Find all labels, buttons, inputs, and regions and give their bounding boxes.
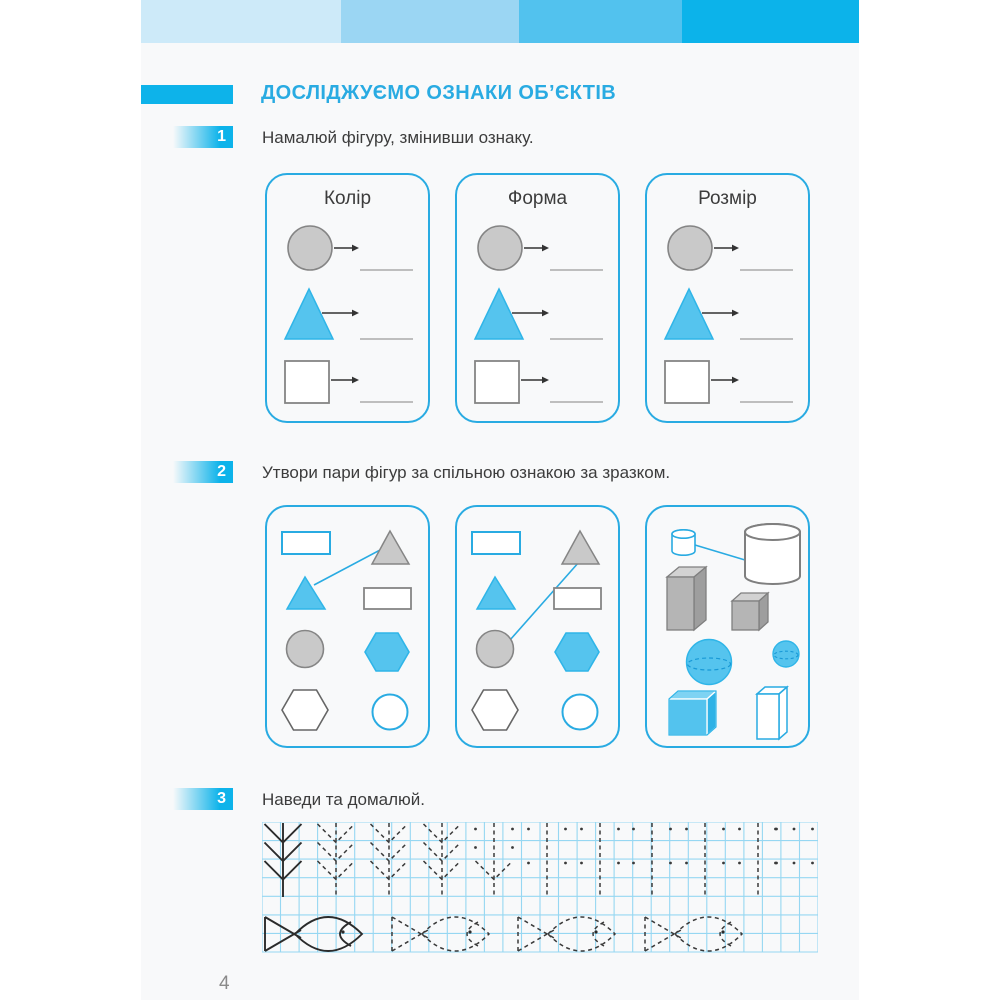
guide-dot <box>617 828 620 831</box>
fish-outline <box>518 917 615 951</box>
gray-circle-shape <box>477 631 514 668</box>
section-title-bar <box>141 85 233 104</box>
guide-dot <box>511 846 514 849</box>
page-number: 4 <box>219 973 230 994</box>
attribute-card-color <box>265 173 430 423</box>
fish-pattern-solid <box>265 917 362 951</box>
task-2-text: Утвори пари фігур за спільною ознакою за зразком. <box>262 463 671 482</box>
card-label: Форма <box>507 188 568 209</box>
branch-chevron <box>371 843 408 862</box>
guide-dot <box>474 846 477 849</box>
small-blue-cylinder-top <box>672 530 695 538</box>
branch-pattern-partial <box>474 823 514 897</box>
white-rectangle-shape <box>554 588 601 609</box>
guide-dot <box>527 862 530 865</box>
card-label: Колір <box>323 188 372 209</box>
header-block-2 <box>341 0 519 43</box>
arrow-head-icon <box>542 310 549 317</box>
attribute-card-graphic <box>457 175 617 420</box>
small-gray-cube-shape <box>732 601 759 630</box>
blue-triangle-shape <box>665 289 713 339</box>
blue-outline-rectangle-shape <box>472 532 520 554</box>
guide-dot <box>774 828 777 831</box>
header-block-1 <box>141 0 341 43</box>
gray-circle-shape <box>288 226 332 270</box>
blue-cube-shape <box>669 699 707 735</box>
gray-circle-shape <box>287 631 324 668</box>
blue-triangle-shape <box>285 289 333 339</box>
branch-pattern-solid <box>265 823 302 897</box>
white-square-shape <box>475 361 519 403</box>
task-3-text: Наведи та домалюй. <box>262 790 425 809</box>
blue-hexagon-shape <box>365 633 409 671</box>
gray-triangle-shape <box>372 531 409 564</box>
arrow-head-icon <box>732 377 739 384</box>
guide-dot <box>738 862 741 865</box>
gray-circle-shape <box>668 226 712 270</box>
large-white-cylinder-top <box>745 524 800 540</box>
blue-hexagon-shape <box>555 633 599 671</box>
blue-triangle-shape <box>477 577 515 609</box>
branch-pattern-stem <box>527 823 567 897</box>
guide-dot <box>564 828 567 831</box>
gray-triangle-shape <box>562 531 599 564</box>
pair-card-shape-example <box>265 505 430 748</box>
fish-pattern-dashed <box>518 917 615 951</box>
guide-dot <box>811 862 814 865</box>
blue-triangle-shape <box>475 289 523 339</box>
guide-dot <box>811 828 814 831</box>
guide-dot <box>774 862 777 865</box>
white-hexagon-shape <box>282 690 328 730</box>
branch-pattern-stem <box>632 823 672 897</box>
white-square-shape <box>285 361 329 403</box>
header-block-3 <box>519 0 682 43</box>
blue-outline-circle-shape <box>563 695 598 730</box>
fish-outline <box>265 917 362 951</box>
guide-dot <box>685 828 688 831</box>
fish-eye <box>594 930 597 933</box>
header-color-strip <box>141 0 859 43</box>
arrow-head-icon <box>542 245 549 252</box>
task-1-badge: 1 <box>173 126 233 148</box>
attribute-card-shape <box>455 173 620 423</box>
guide-dot <box>722 862 725 865</box>
page-title: ДОСЛІДЖУЄМО ОЗНАКИ ОБ’ЄКТІВ <box>261 82 617 104</box>
white-prism-side <box>779 687 787 739</box>
attribute-card-size <box>645 173 810 423</box>
guide-dot <box>527 828 530 831</box>
branch-pattern-stem <box>685 823 725 897</box>
guide-dot <box>617 862 620 865</box>
guide-dot <box>580 828 583 831</box>
gray-circle-shape <box>478 226 522 270</box>
arrow-head-icon <box>732 245 739 252</box>
blue-outline-rectangle-shape <box>282 532 330 554</box>
card-label: Розмір <box>698 188 757 209</box>
pair-card-graphic <box>457 507 617 745</box>
guide-dot <box>474 828 477 831</box>
guide-dot <box>793 828 796 831</box>
trace-grid-graphic <box>262 822 818 953</box>
branch-pattern-dashed <box>318 823 355 897</box>
white-rectangle-shape <box>364 588 411 609</box>
branch-pattern-dashed <box>371 823 408 897</box>
guide-dot <box>738 828 741 831</box>
white-hexagon-shape <box>472 690 518 730</box>
guide-dot <box>685 862 688 865</box>
fish-outline <box>392 917 489 951</box>
fish-pattern-dashed <box>645 917 742 951</box>
task-1-text: Намалюй фігуру, змінивши ознаку. <box>262 128 534 147</box>
arrow-head-icon <box>352 245 359 252</box>
pair-card-graphic <box>267 507 427 745</box>
white-square-shape <box>665 361 709 403</box>
tall-gray-prism-side <box>694 567 706 630</box>
pair-card-color-example <box>455 505 620 748</box>
arrow-head-icon <box>542 377 549 384</box>
large-blue-sphere-shape <box>687 640 732 685</box>
guide-dot <box>632 862 635 865</box>
attribute-card-graphic <box>267 175 427 420</box>
fish-outline <box>645 917 742 951</box>
fish-eye <box>341 930 344 933</box>
guide-dot <box>722 828 725 831</box>
header-block-4 <box>682 0 859 43</box>
arrow-head-icon <box>352 377 359 384</box>
tall-gray-prism-shape <box>667 577 694 630</box>
arrow-head-icon <box>352 310 359 317</box>
blue-outline-circle-shape <box>373 695 408 730</box>
pair-card-solids <box>645 505 810 748</box>
guide-dot <box>793 862 796 865</box>
guide-dot <box>580 862 583 865</box>
attribute-card-graphic <box>647 175 807 420</box>
arrow-head-icon <box>732 310 739 317</box>
guide-dot <box>669 862 672 865</box>
guide-dot <box>669 828 672 831</box>
small-blue-sphere-shape <box>773 641 799 667</box>
task-3-badge: 3 <box>173 788 233 810</box>
pair-card-3d-graphic <box>647 507 807 745</box>
fish-eye <box>721 930 724 933</box>
trace-grid <box>262 822 818 953</box>
guide-dot <box>564 862 567 865</box>
fish-pattern-dashed <box>392 917 489 951</box>
white-prism-shape <box>757 694 779 739</box>
guide-dot <box>511 828 514 831</box>
guide-dot <box>632 828 635 831</box>
example-pair-line <box>695 545 745 560</box>
task-2-badge: 2 <box>173 461 233 483</box>
fish-eye <box>468 930 471 933</box>
